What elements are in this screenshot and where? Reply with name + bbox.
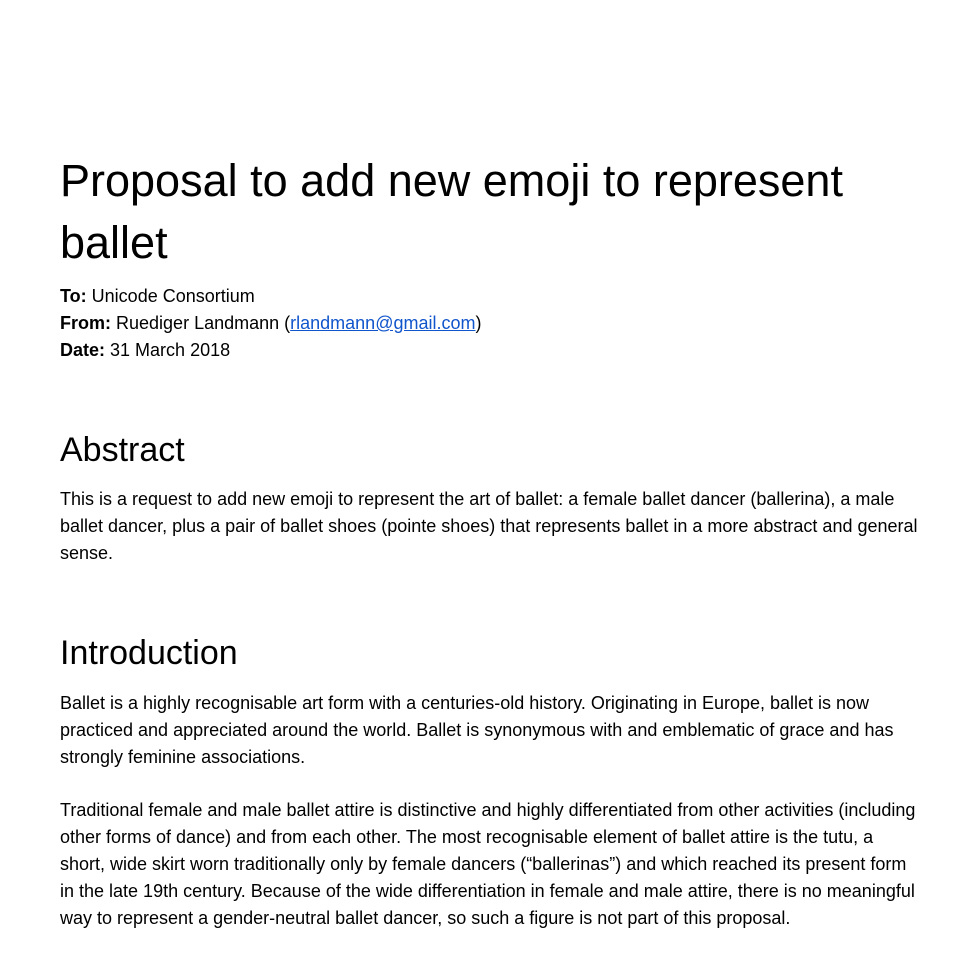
email-link[interactable]: rlandmann@gmail.com	[290, 313, 476, 333]
date-label: Date:	[60, 340, 106, 360]
to-label: To:	[60, 286, 87, 306]
introduction-heading: Introduction	[60, 634, 238, 672]
from-value-suffix: )	[475, 313, 482, 333]
from-line	[60, 310, 481, 337]
to-line	[60, 283, 481, 310]
to-value: Unicode Consortium	[91, 286, 255, 306]
abstract-heading: Abstract	[60, 431, 185, 469]
introduction-paragraph-2: Traditional female and male ballet attire is distinctive and highly differentiated from other activities (including other forms of dance) and from each other. The most recognisable element of ballet attire is the tutu, a short, wide skirt worn traditionally only by female dancers (“ballerinas”) and which reached its present form in the late 19th century. Because of the wide differentiation in female and male attire, there is no meaningful way to represent a gender-neutral ballet dancer, so such a figure is not part of this proposal.	[60, 800, 916, 928]
abstract-paragraph: This is a request to add new emoji to represent the art of ballet: a female ballet dancer (ballerina), a male ballet dancer, plus a pair of ballet shoes (pointe shoes) that represents ballet in a more abstract and general sense.	[60, 489, 918, 563]
from-label: From:	[60, 313, 111, 333]
document-title: Proposal to add new emoji to represent ballet	[60, 155, 843, 268]
from-value: Ruediger Landmann (	[116, 313, 291, 333]
date-line	[60, 337, 481, 364]
memo-header	[60, 283, 481, 364]
date-value: 31 March 2018	[110, 340, 231, 360]
introduction-paragraph-1: Ballet is a highly recognisable art form with a centuries-old history. Originating in Europe, ballet is now practiced and appreciated around the world. Ballet is synonymous with and emblematic of grace and has strongly feminine associations.	[60, 693, 894, 767]
